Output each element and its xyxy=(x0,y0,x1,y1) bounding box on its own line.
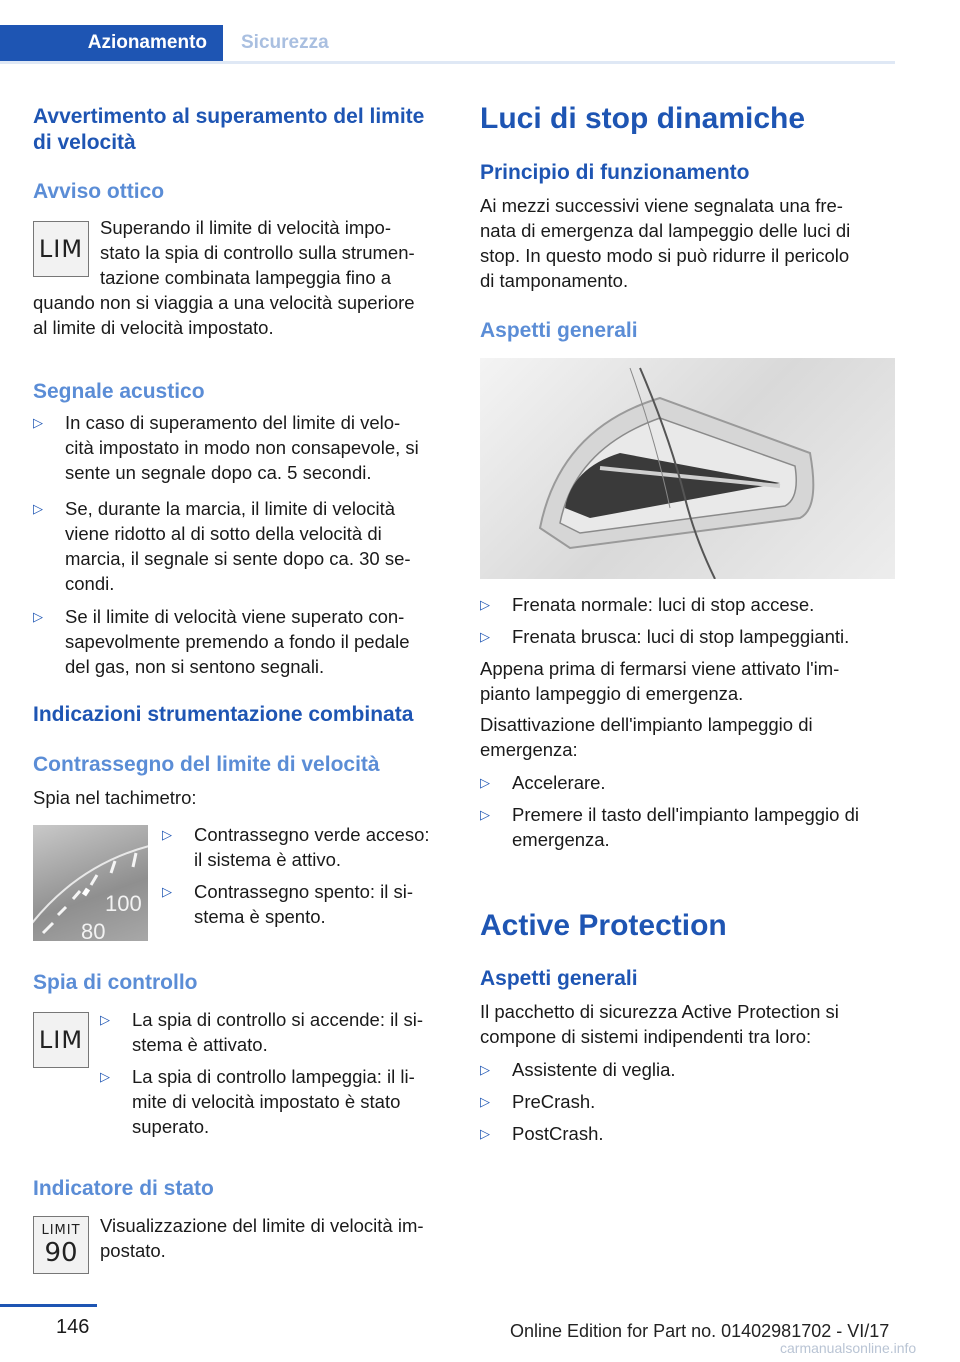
bullet-triangle-icon: ▷ xyxy=(480,629,490,644)
list-item xyxy=(480,1057,900,1082)
list-item xyxy=(480,624,900,649)
bullet-line: del gas, non si sentono segnali. xyxy=(65,656,325,677)
bullet-line: superato. xyxy=(132,1116,210,1137)
list-item xyxy=(480,592,900,617)
bullet-triangle-icon: ▷ xyxy=(480,1126,490,1141)
heading-visual-warning: Avviso ottico xyxy=(33,180,165,203)
active-line: Il pacchetto di sicurezza Active Protection si xyxy=(480,1001,839,1022)
bullet-triangle-icon: ▷ xyxy=(480,597,490,612)
bullet-line: Contrassegno verde acceso: xyxy=(194,824,430,845)
heading-warning-lamp: Spia di controllo xyxy=(33,971,198,994)
bullet-triangle-icon: ▷ xyxy=(100,1012,110,1027)
bullet-line: Frenata normale: luci di stop accese. xyxy=(512,594,815,615)
status-text-line: Visualizzazione del limite di velocità im- xyxy=(100,1215,424,1236)
bullet-line: sapevolmente premendo a fondo il pedale xyxy=(65,631,410,652)
bullet-triangle-icon: ▷ xyxy=(480,1094,490,1109)
after-line: pianto lampeggio di emergenza. xyxy=(480,683,744,704)
bullet-line: Contrassegno spento: il si- xyxy=(194,881,414,902)
list-item xyxy=(480,770,900,795)
page-number: 146 xyxy=(56,1316,90,1338)
list-item xyxy=(480,1089,900,1114)
list-item xyxy=(480,802,900,852)
lim-indicator-icon xyxy=(33,221,89,277)
list-item xyxy=(162,879,457,929)
visual-text-line: stato la spia di controllo sulla strumen- xyxy=(100,242,415,263)
heading-general-aspects: Aspetti generali xyxy=(480,319,638,342)
principle-line: Ai mezzi successivi viene segnalata una fre- xyxy=(480,195,843,216)
bullet-line: In caso di superamento del limite di velo- xyxy=(65,412,401,433)
heading-dynamic-brake-lights: Luci di stop dinamiche xyxy=(480,102,806,135)
lim-icon-label: LIM xyxy=(38,235,84,263)
bullet-line: mite di velocità impostato è stato xyxy=(132,1091,401,1112)
list-item xyxy=(100,1007,455,1057)
bullet-triangle-icon: ▷ xyxy=(162,827,172,842)
bullet-line: viene ridotto al di sotto della velocità di xyxy=(65,523,382,544)
bullet-line: La spia di controllo lampeggia: il li- xyxy=(132,1066,415,1087)
status-text-line: postato. xyxy=(100,1240,166,1261)
bullet-line: Se il limite di velocità viene superato con- xyxy=(65,606,405,627)
heading-instrument-indications: Indicazioni strumentazione combinata xyxy=(33,703,414,726)
list-item xyxy=(162,822,457,872)
heading-status-indicator: Indicatore di stato xyxy=(33,1177,214,1200)
limit-icon-top: LIMIT xyxy=(41,1223,81,1238)
principle-line: nata di emergenza dal lampeggio delle luci di xyxy=(480,220,851,241)
bullet-line: stema è attivato. xyxy=(132,1034,268,1055)
list-item xyxy=(33,496,453,596)
limit-90-icon xyxy=(33,1216,89,1274)
bullet-triangle-icon: ▷ xyxy=(162,884,172,899)
tail-light-image xyxy=(480,358,895,579)
visual-text-line: al limite di velocità impostato. xyxy=(33,317,274,338)
principle-line: stop. In questo modo si può ridurre il pericolo xyxy=(480,245,850,266)
heading-speed-limit-mark: Contrassegno del limite di velocità xyxy=(33,753,380,776)
lim-indicator-icon xyxy=(33,1012,89,1068)
list-item xyxy=(480,1121,900,1146)
bullet-line: PreCrash. xyxy=(512,1091,596,1112)
gauge-label-80: 80 xyxy=(81,919,106,941)
after-line: Appena prima di fermarsi viene attivato l'im- xyxy=(480,658,840,679)
bullet-line: Premere il tasto dell'impianto lampeggio di xyxy=(512,804,859,825)
edition-note: Online Edition for Part no. 01402981702 - VI/17 xyxy=(510,1321,890,1341)
bullet-line: La spia di controllo si accende: il si- xyxy=(132,1009,424,1030)
bullet-line: Frenata brusca: luci di stop lampeggianti. xyxy=(512,626,850,647)
list-item xyxy=(33,410,453,485)
bullet-line: stema è spento. xyxy=(194,906,326,927)
limit-icon-value: 90 xyxy=(44,1238,78,1268)
visual-text-line: tazione combinata lampeggia fino a xyxy=(100,267,392,288)
principle-line: di tamponamento. xyxy=(480,270,629,291)
bullet-triangle-icon: ▷ xyxy=(33,415,43,430)
after-line: emergenza: xyxy=(480,739,578,760)
bullet-line: condi. xyxy=(65,573,115,594)
footer-rule xyxy=(0,1304,97,1307)
bullet-line: cità impostato in modo non consapevole, si xyxy=(65,437,419,458)
bullet-line: Assistente di veglia. xyxy=(512,1059,676,1080)
lim-icon-label: LIM xyxy=(38,1026,84,1054)
heading-speed-warning: Avvertimento al superamento del limite di velocità xyxy=(33,105,425,154)
bullet-line: sente un segnale dopo ca. 5 secondi. xyxy=(65,462,372,483)
heading-active-protection: Active Protection xyxy=(480,909,727,942)
bullet-triangle-icon: ▷ xyxy=(480,775,490,790)
tab-azionamento[interactable]: Azionamento xyxy=(0,25,223,61)
bullet-triangle-icon: ▷ xyxy=(480,1062,490,1077)
heading-general-aspects-2: Aspetti generali xyxy=(480,967,638,990)
tab-sicurezza[interactable]: Sicurezza xyxy=(241,32,329,53)
chapter-tabs xyxy=(0,25,895,64)
bullet-line: il sistema è attivo. xyxy=(194,849,342,870)
bullet-triangle-icon: ▷ xyxy=(480,807,490,822)
watermark: carmanualsonline.info xyxy=(780,1340,917,1356)
after-line: Disattivazione dell'impianto lampeggio di xyxy=(480,714,813,735)
list-item xyxy=(33,604,453,679)
bullet-triangle-icon: ▷ xyxy=(100,1069,110,1084)
bullet-line: Accelerare. xyxy=(512,772,606,793)
bullet-line: Se, durante la marcia, il limite di velocità xyxy=(65,498,396,519)
gauge-label-100: 100 xyxy=(105,891,142,916)
speedometer-image xyxy=(33,825,148,941)
visual-text-line: quando non si viaggia a una velocità superiore xyxy=(33,292,415,313)
visual-text-line: Superando il limite di velocità impo- xyxy=(100,217,391,238)
bullet-line: emergenza. xyxy=(512,829,610,850)
bullet-line: marcia, il segnale si sente dopo ca. 30 se- xyxy=(65,548,411,569)
active-line: compone di sistemi indipendenti tra loro: xyxy=(480,1026,812,1047)
heading-acoustic-signal: Segnale acustico xyxy=(33,380,205,403)
list-item xyxy=(100,1064,455,1139)
bullet-triangle-icon: ▷ xyxy=(33,501,43,516)
tail-light-graphic xyxy=(480,358,895,579)
heading-operating-principle: Principio di funzionamento xyxy=(480,161,750,184)
mark-intro: Spia nel tachimetro: xyxy=(33,787,197,808)
bullet-triangle-icon: ▷ xyxy=(33,609,43,624)
bullet-line: PostCrash. xyxy=(512,1123,604,1144)
